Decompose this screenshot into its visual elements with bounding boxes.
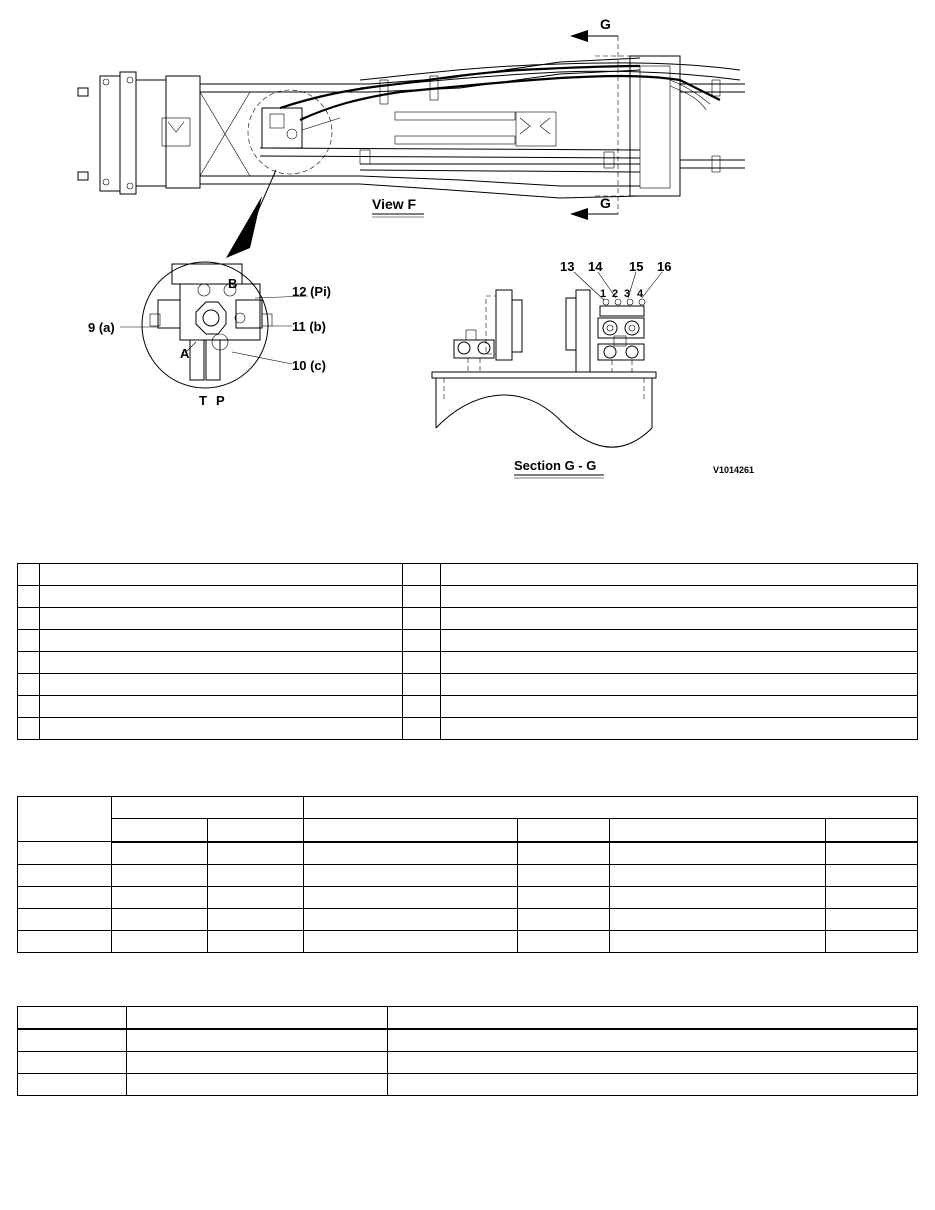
position-4: 4 xyxy=(637,288,644,300)
section-cut-g xyxy=(570,16,618,220)
technical-drawing xyxy=(0,0,935,560)
port-pi-label: 12 (Pi) xyxy=(292,284,332,299)
view-f-title: View F xyxy=(372,196,417,212)
detail-arrow-icon xyxy=(226,196,262,258)
table-row xyxy=(18,930,918,952)
table-row xyxy=(18,842,918,865)
arrow-left-icon xyxy=(570,30,588,42)
table-header-row xyxy=(18,1007,918,1030)
table-row xyxy=(18,1074,918,1096)
table-row xyxy=(18,908,918,930)
callout-16: 16 xyxy=(657,259,672,274)
table-row xyxy=(18,674,918,696)
position-2: 2 xyxy=(612,288,619,300)
summary-table xyxy=(17,1006,918,1096)
boom-view-f xyxy=(78,56,745,198)
section-title: Section G - G xyxy=(514,458,597,473)
callout-14: 14 xyxy=(588,259,603,274)
arrow-left-icon xyxy=(570,208,588,220)
position-3: 3 xyxy=(624,288,631,300)
port-b-label: B xyxy=(228,276,238,291)
table-row xyxy=(18,1052,918,1074)
port-a-number-label: 9 (a) xyxy=(88,320,115,335)
table-row xyxy=(18,652,918,674)
table-header-row xyxy=(18,797,918,819)
table-row xyxy=(18,864,918,886)
table-row xyxy=(18,1029,918,1052)
callout-13: 13 xyxy=(560,259,575,274)
port-t-label: T xyxy=(199,393,207,408)
table-row xyxy=(18,608,918,630)
callout-15: 15 xyxy=(629,259,644,274)
position-1: 1 xyxy=(600,288,607,300)
parts-table xyxy=(17,563,918,740)
table-row xyxy=(18,630,918,652)
table-row xyxy=(18,586,918,608)
port-b-number-label: 11 (b) xyxy=(292,319,326,334)
section-letter-top: G xyxy=(600,16,611,32)
table-header-row xyxy=(18,819,918,842)
table-row xyxy=(18,718,918,740)
connection-table xyxy=(17,796,918,953)
drawing-id: V1014261 xyxy=(713,465,755,475)
table-row xyxy=(18,696,918,718)
port-a-label: A xyxy=(180,346,190,361)
section-letter-bottom: G xyxy=(600,195,611,211)
table-row xyxy=(18,886,918,908)
table-row xyxy=(18,564,918,586)
port-p-label: P xyxy=(216,393,225,408)
valve-detail xyxy=(120,262,308,388)
port-c-label: 10 (c) xyxy=(292,358,326,373)
